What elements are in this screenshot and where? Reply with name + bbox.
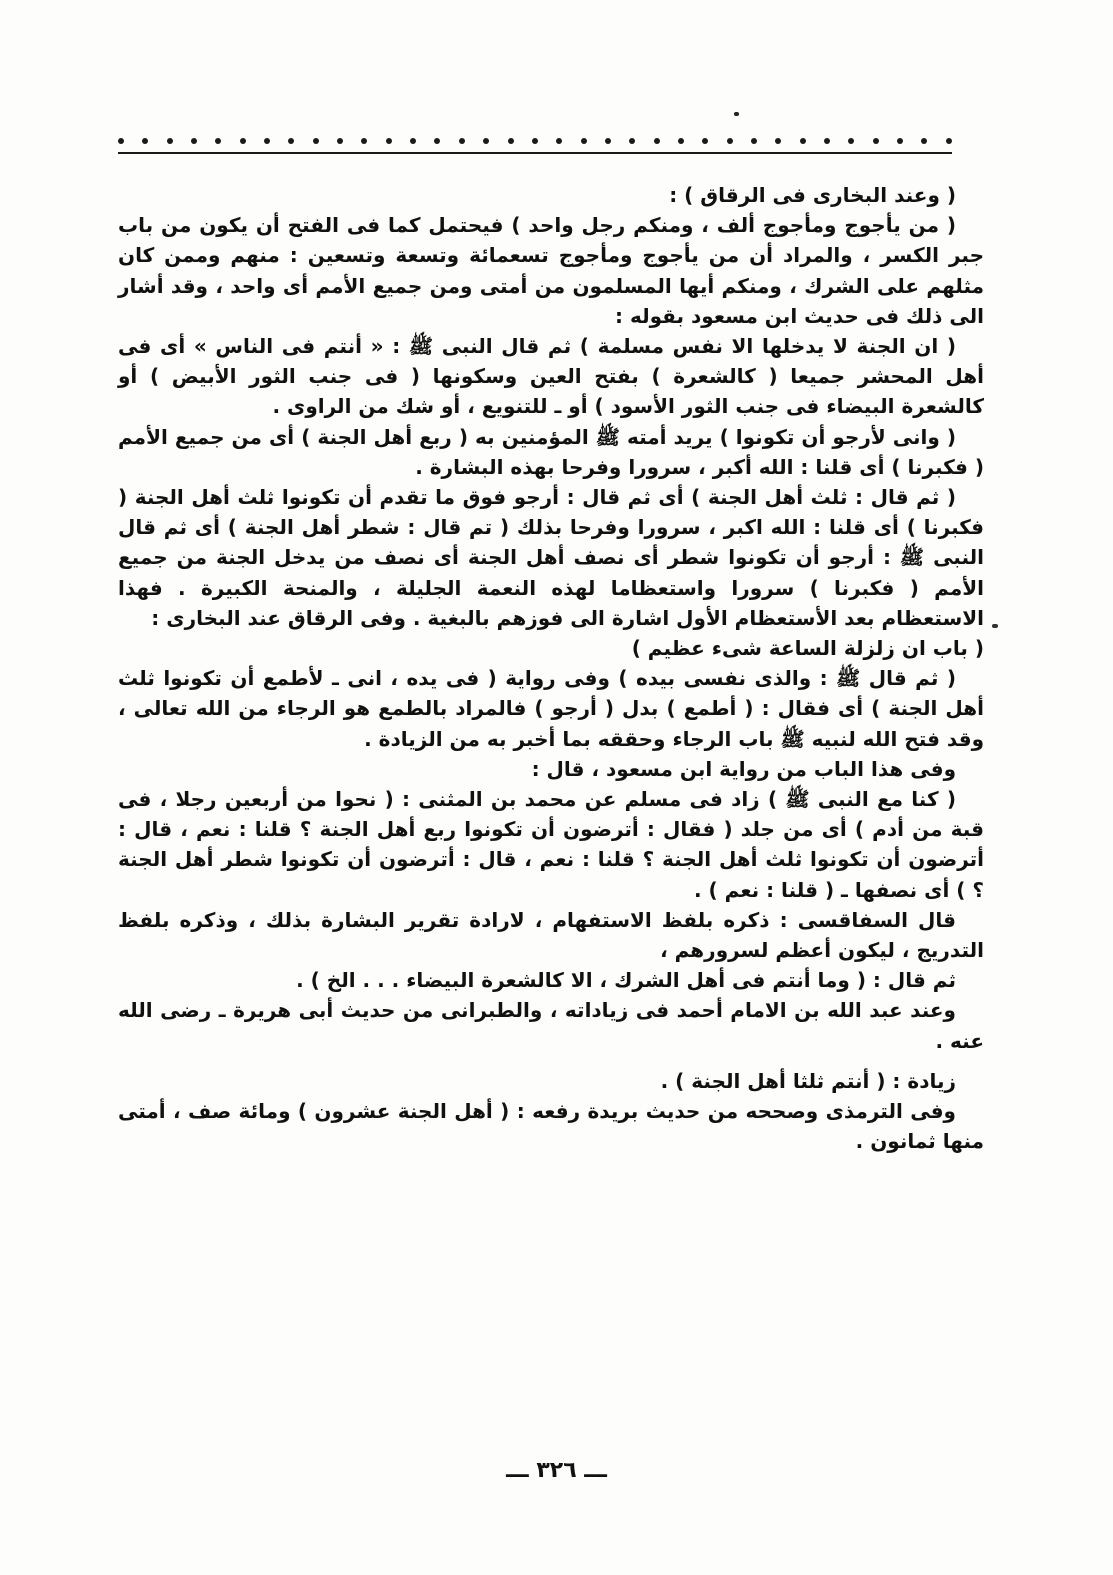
margin-mark <box>992 624 998 628</box>
paragraph: وفى هذا الباب من رواية ابن مسعود ، قال : <box>531 756 956 781</box>
paragraph: ( ثم قال : ثلث أهل الجنة ) أى ثم قال : أرجو فوق ما تقدم أن تكونوا ثلث أهل الجنة ( فكبرنا ) أى قلنا : الله اكبر ، سرورا وفرحا بذلك ( تم قال : شطر أهل الجنة ) أى ثم قال النبى ﷺ : أرجو أن تكونوا شطر أى نصف أهل الجنة أى نصف من يدخل الجنة من جميع الأمم ( فكبرنا ) سرورا واستعظاما لهذه النعمة الجليلة ، والمنحة الكبيرة . فهذا الاستعظام بعد الأستعظام الأول اشارة الى فوزهم بالبغية . وفى الرقاق عند البخارى : <box>118 485 984 630</box>
header-dotted-line <box>118 136 952 146</box>
paragraph: وفى الترمذى وصححه من حديث بريدة رفعه : ( أهل الجنة عشرون ) ومائة صف ، أمتى منها ثمانون . <box>118 1099 984 1154</box>
ink-speck <box>734 112 739 116</box>
paragraph: ( كنا مع النبى ﷺ ) زاد فى مسلم عن محمد بن المثنى : ( نحوا من أربعين رجلا ، فى قبة من أدم ) أى من جلد ( فقال : أترضون أن تكونوا ربع أهل الجنة ؟ قلنا : نعم ، قال : أترضون أن تكونوا ثلث أهل الجنة ؟ قلنا : نعم ، قال : أترضون أن تكونوا شطر أهل الجنة ؟ ) أى نصفها ـ ( قلنا : نعم ) . <box>118 787 984 902</box>
paragraph: ( ان الجنة لا يدخلها الا نفس مسلمة ) ثم قال النبى ﷺ : « أنتم فى الناس » أى فى أهل المحشر جميعا ( كالشعرة ) بفتح العين وسكونها ( فى جنب الثور الأبيض ) أو كالشعرة البيضاء فى جنب الثور الأسود ) أو ـ للتنويع ، أو شك من الراوى . <box>118 334 984 419</box>
paragraph: ( باب ان زلزلة الساعة شىء عظيم ) <box>631 636 984 661</box>
body-text <box>118 180 984 1157</box>
paragraph: وعند عبد الله بن الامام أحمد فى زياداته ، والطبرانى من حديث أبى هريرة ـ رضى الله عنه . <box>118 998 984 1053</box>
paragraph: ( وانى لأرجو أن تكونوا ) يريد أمته ﷺ المؤمنين به ( ربع أهل الجنة ) أى من جميع الأمم ( فكبرنا ) أى قلنا : الله أكبر ، سرورا وفرحا بهذه البشارة . <box>118 424 984 479</box>
paragraph: قال السفاقسى : ذكره بلفظ الاستفهام ، لارادة تقرير البشارة بذلك ، وذكره بلفظ التدريج ، ليكون أعظم لسرورهم ، <box>118 907 984 963</box>
page-number: ـــ ٣٢٦ ـــ <box>506 1458 607 1483</box>
header-rule <box>118 152 952 154</box>
paragraph: ( من يأجوج ومأجوج ألف ، ومنكم رجل واحد ) فيحتمل كما فى الفتح أن يكون من باب جبر الكسر ، والمراد أن من يأجوج ومأجوج تسعمائة وتسعة وتسعين : منهم وممن كان مثلهم على الشرك ، ومنكم أيها المسلمون من أمتى ومن جميع الأمم أى واحد ، وقد أشار الى ذلك فى حديث ابن مسعود بقوله : <box>118 213 984 328</box>
paragraph: زيادة : ( أنتم ثلثا أهل الجنة ) . <box>660 1068 956 1093</box>
paragraph: ( وعند البخارى فى الرقاق ) : <box>669 183 956 207</box>
paragraph: ( ثم قال ﷺ : والذى نفسى بيده ) وفى رواية ( فى يده ، انى ـ لأطمع أن تكونوا ثلث أهل الجنة ) أى فقال : ( أطمع ) بدل ( أرجو ) فالمراد بالطمع هو الرجاء من الله تعالى ، وقد فتح الله لنبيه ﷺ باب الرجاء وحققه بما أخبر به من الزيادة . <box>118 666 984 751</box>
paragraph: ثم قال : ( وما أنتم فى أهل الشرك ، الا كالشعرة البيضاء . . . الخ ) . <box>296 968 956 993</box>
